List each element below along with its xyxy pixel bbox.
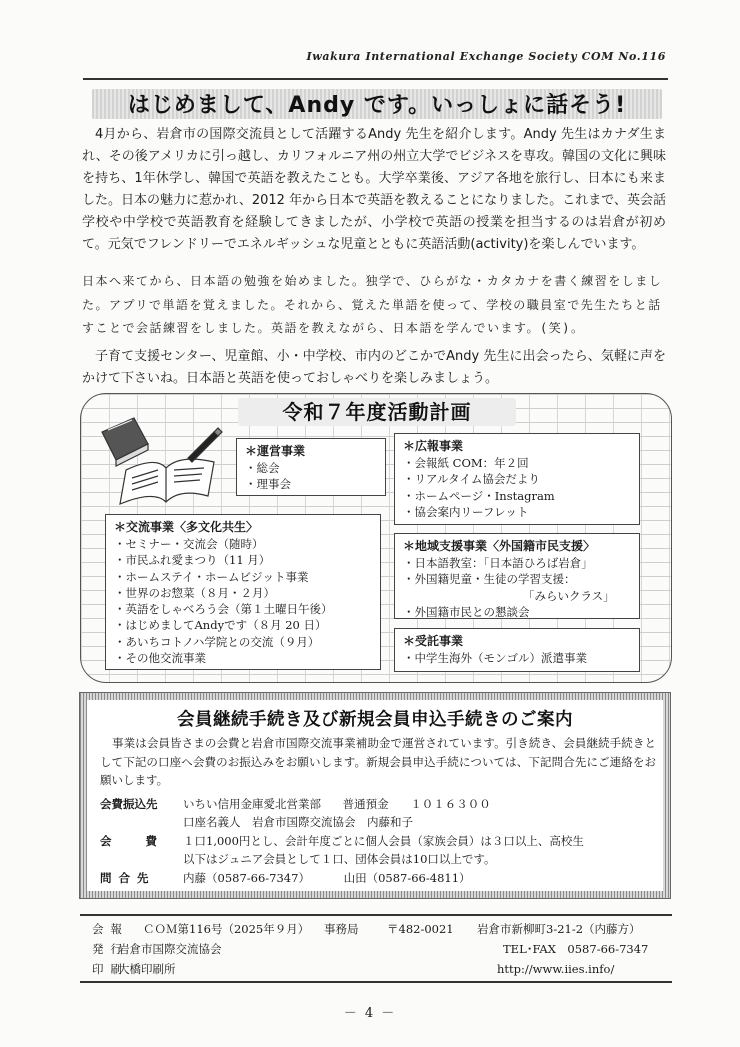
card-administration <box>236 438 386 496</box>
membership-title: 会員継続手続き及び新規会員申込手続きのご案内 <box>177 710 573 730</box>
list-item: ・市民ふれ愛まつり（11 月） <box>114 553 271 568</box>
publisher-name: 岩倉市国際交流協会 <box>118 942 222 956</box>
list-item: ・世界のお惣菜（８月・２月） <box>114 585 275 600</box>
list-item: ・英語をしゃべろう会（第１土曜日午後） <box>114 602 333 617</box>
card-exchange <box>105 514 381 670</box>
list-item: ・あいちコトノハ学院との交流（９月） <box>114 634 320 649</box>
bank-name: いちい信用金庫愛北営業部 <box>183 797 321 811</box>
list-item: ・ホームページ・Instagram <box>403 488 555 503</box>
printer-name: 大橋印刷所 <box>118 962 176 976</box>
handwritten-message: 日本へ来てから、日本語の勉強を始めました。独学で、ひらがな・カタカナを書く練習をしました。アプリで単語を覚えました。それから、覚えた単語を使って、学校の職員室で先生たちと話すことで会話練習をしました。英語を教えながら、日本語を学んでいます。(笑)。 <box>82 274 663 335</box>
list-item: 「みらいクラス」 <box>523 588 615 603</box>
office-label: 事務局 <box>324 922 359 936</box>
card-heading: ＊地域支援事業〈外国籍市民支援〉 <box>403 539 596 553</box>
newsletter-header: Iwakura International Exchange Society COM No.116 <box>306 50 666 63</box>
card-heading: ＊交流事業〈多文化共生〉 <box>114 520 259 534</box>
card-regional-support <box>394 533 640 619</box>
card-public-relations <box>394 433 640 525</box>
office-address: 岩倉市新柳町3-21-2（内藤方） <box>477 922 641 936</box>
card-contracted <box>394 628 640 672</box>
list-item: ・中学生海外（モンゴル）派遣事業 <box>403 651 587 665</box>
account-type: 普通預金 <box>342 797 389 811</box>
fee-line-1: １口1,000円とし、会計年度ごとに個人会員（家族会員）は３口以上、高校生 <box>183 834 584 848</box>
list-item: ・外国籍市民との懇談会 <box>403 604 530 619</box>
book-and-pen-icon <box>96 412 226 508</box>
contact-label: 問合先 <box>100 871 156 885</box>
list-item: ・はじめましてAndyです（８月 20 日） <box>114 618 327 633</box>
publisher-label: 発行 <box>92 942 129 956</box>
contact-naito: 内藤（0587-66-7347） <box>183 871 310 885</box>
activity-plan-title: 令和７年度活動計画 <box>282 400 472 424</box>
article-title: はじめまして、Andy です。いっしょに話そう! <box>127 93 627 118</box>
issue-label: 会報 <box>92 922 129 936</box>
fee-label: 会費 <box>100 834 191 848</box>
intro-paragraph: 4月から、岩倉市の国際交流員として活躍するAndy 先生を紹介します。Andy 先生はカナダ生まれ、その後アメリカに引っ越し、カリフォルニア州の州立大学でビジネスを専攻。韓国の文化に興味を持ち、1年休学し、韓国で英語を教えたことも。大学卒業後、アジア各地を旅行し、日本にも来ました。日本の魅力に惹かれ、2012 年から日本で英語を教えることになりました。これまで、英会話学校や中学校で英語教育を経験してきましたが、小学校で英語の授業を担当するのは岩倉が初めて。元気でフレンドリーでエネルギッシュな児童とともに英語活動(activity)を楽しんでいます。 <box>82 127 666 252</box>
list-item: ・その他交流事業 <box>114 651 206 666</box>
list-item: ・総会 <box>245 461 280 475</box>
office-zip: 〒482-0021 <box>387 922 454 936</box>
list-item: ・外国籍児童・生徒の学習支援： <box>403 572 576 587</box>
card-heading: ＊受託事業 <box>403 634 464 648</box>
page-number: － 4 － <box>343 1006 397 1021</box>
fee-line-2: 以下はジュニア会員として１口、団体会員は10口以上です。 <box>183 852 496 866</box>
account-holder: 口座名義人 岩倉市国際交流協会 内藤和子 <box>183 815 413 829</box>
issue-info: ＣＯＭ第116号（2025年９月） <box>143 922 310 936</box>
membership-body: 事業は会員皆さまの会費と岩倉市国際交流事業補助金で運営されています。引き続き、会員継続手続きとして下記の口座へ会費のお振込みをお願いします。新規会員申込手続については、下記問合先にご連絡をお願いします。 <box>100 736 656 788</box>
contact-yamada: 山田（0587-66-4811） <box>343 871 471 885</box>
account-number: １０１６３００ <box>410 797 491 811</box>
footer-divider-top <box>80 914 672 916</box>
list-item: ・協会案内リーフレット <box>403 504 529 519</box>
list-item: ・リアルタイム協会だより <box>403 472 540 487</box>
contact-row <box>183 869 471 888</box>
list-item: ・理事会 <box>245 477 291 492</box>
transfer-label: 会費振込先 <box>100 797 158 811</box>
card-heading: ＊運営事業 <box>245 444 306 458</box>
footer-divider-bottom <box>80 981 672 983</box>
bank-row <box>183 795 491 814</box>
card-heading: ＊広報事業 <box>403 439 464 453</box>
list-item: ・日本語教室：「日本語ひろば岩倉」 <box>403 556 593 570</box>
list-item: ・会報紙 COM：年２回 <box>403 456 529 470</box>
closing-paragraph: 子育て支援センター、児童館、小・中学校、市内のどこかでAndy 先生に出会ったら、気軽に声をかけて下さいね。日本語と英語を使っておしゃべりを楽しみましょう。 <box>82 349 666 386</box>
list-item: ・セミナー・交流会（随時） <box>114 537 264 551</box>
print-label: 印刷 <box>92 962 129 976</box>
tel-fax: TEL･FAX 0587-66-7347 <box>503 942 649 956</box>
website-link[interactable]: http://www.iies.info/ <box>497 962 615 976</box>
list-item: ・ホームステイ・ホームビジット事業 <box>114 569 309 584</box>
header-divider <box>83 78 668 80</box>
